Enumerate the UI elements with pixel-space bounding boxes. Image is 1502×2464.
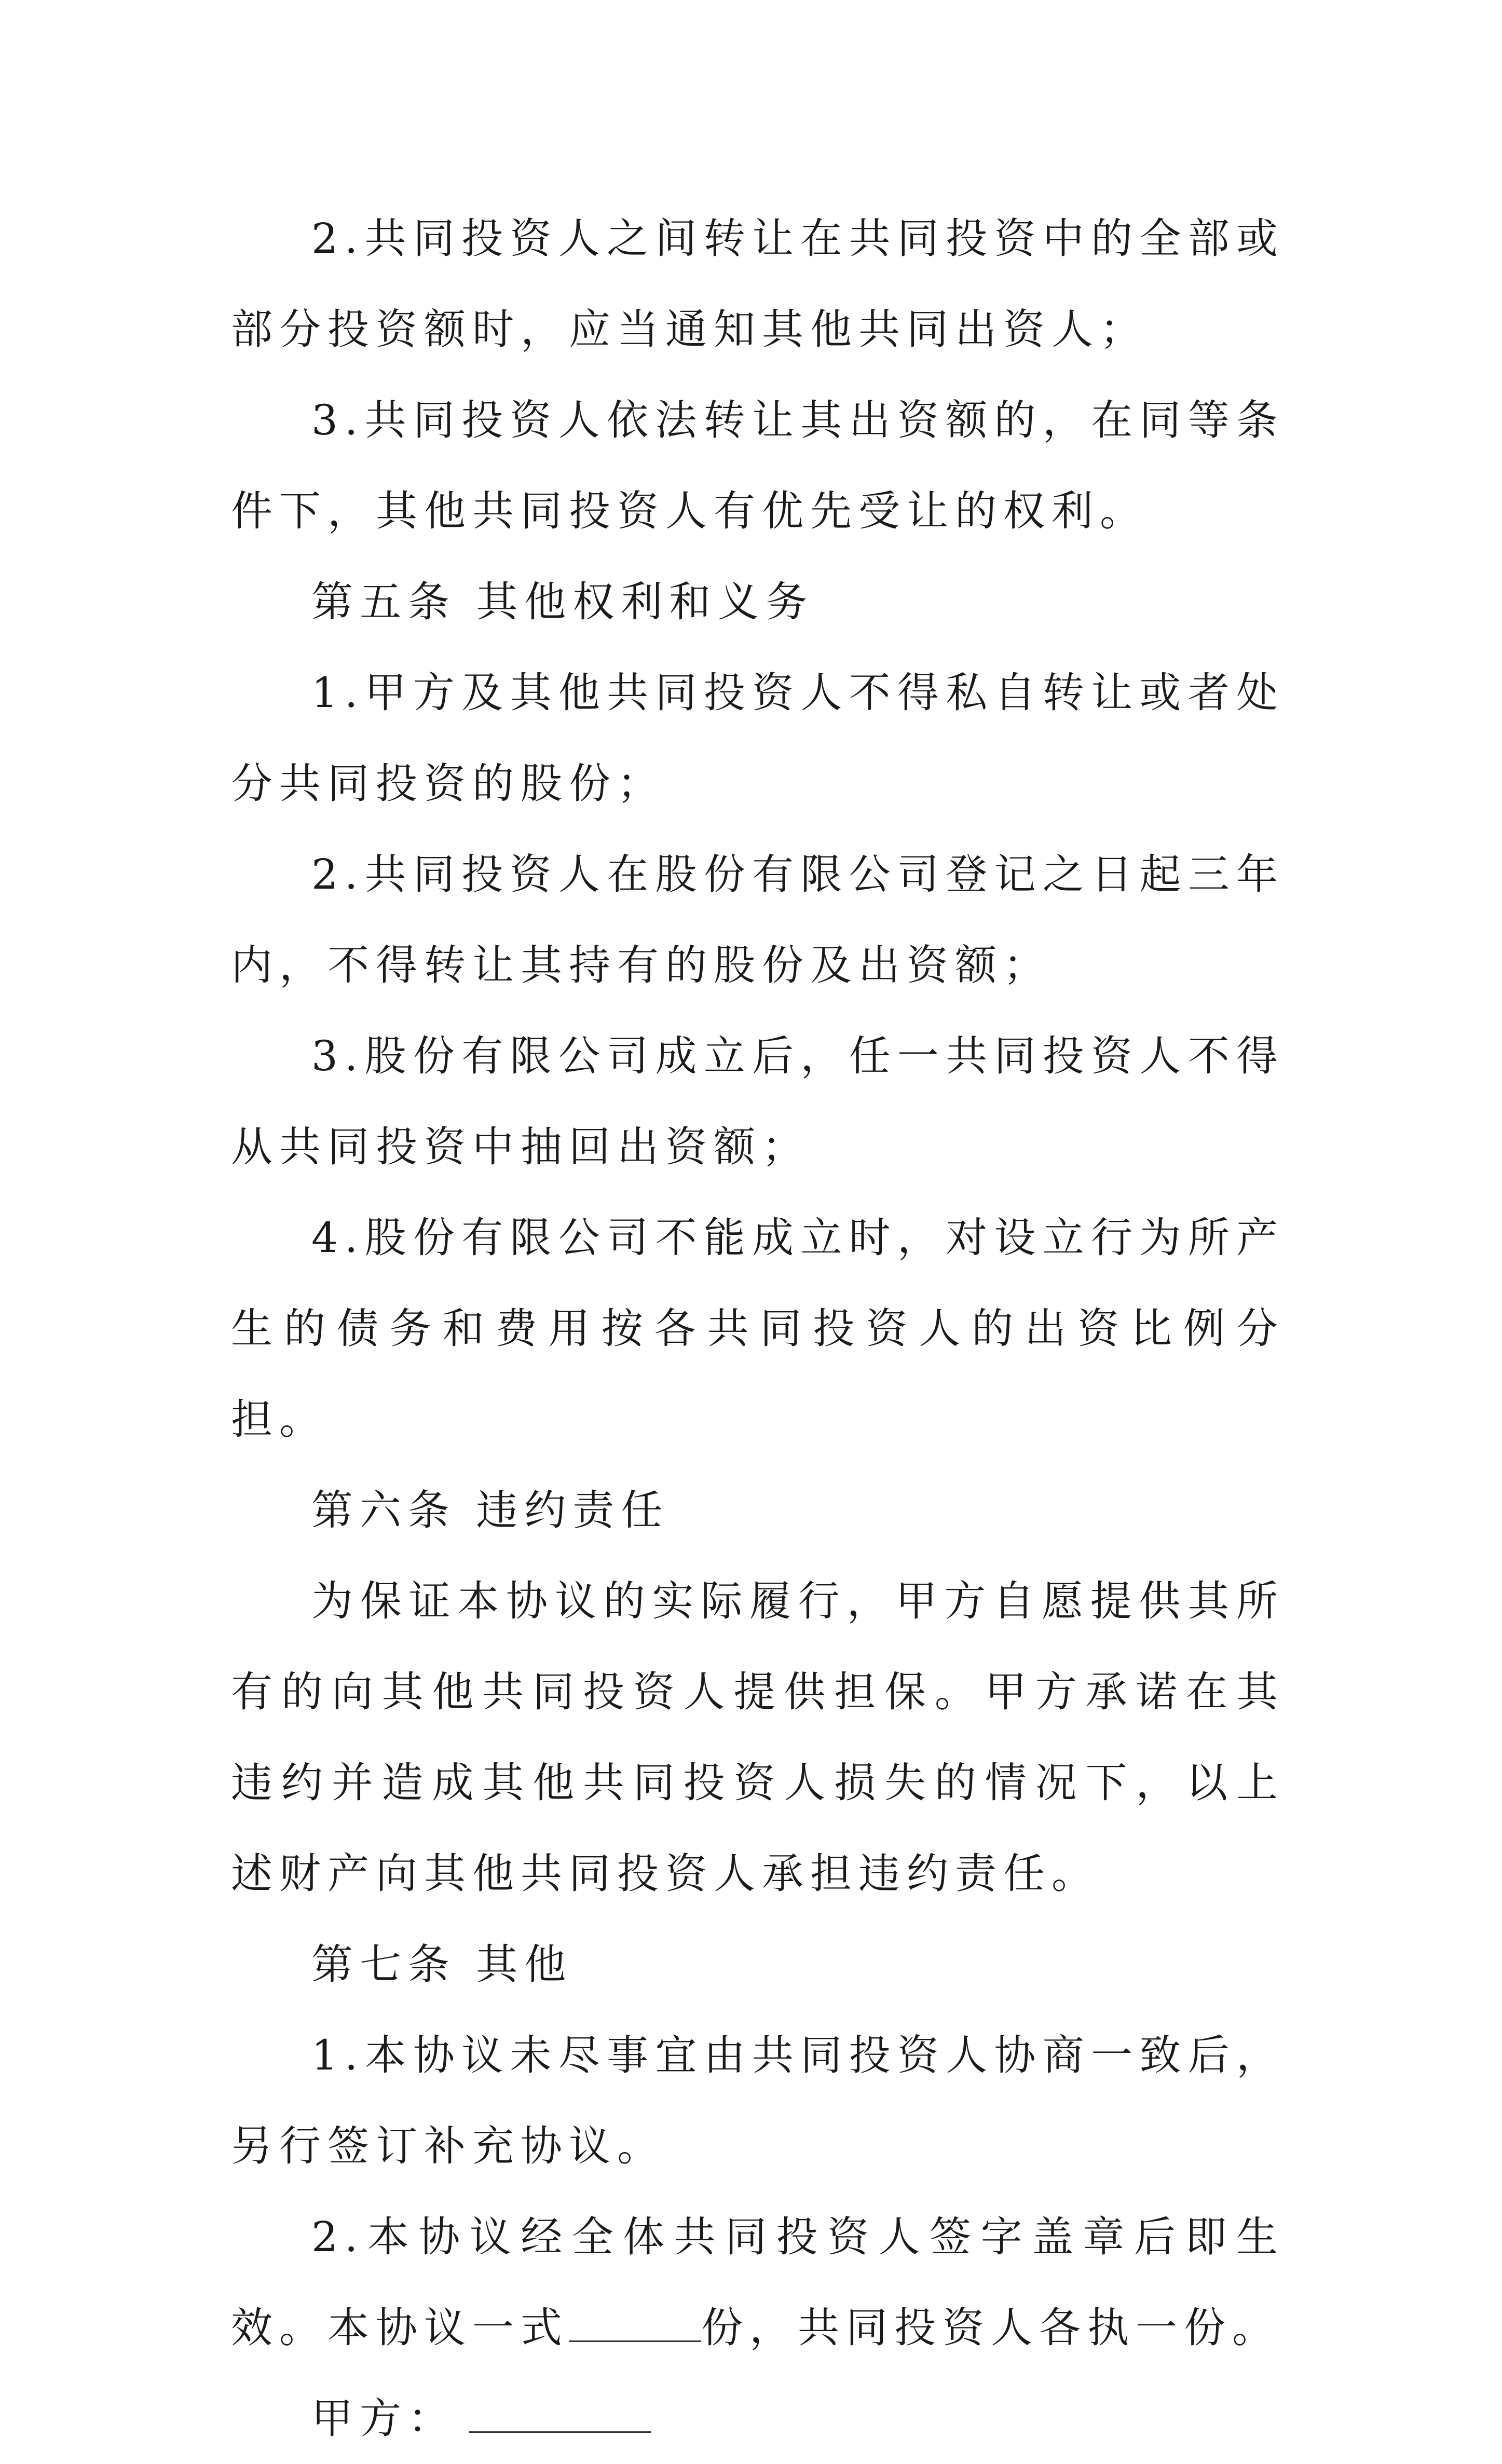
clause-7-item-2-text-end: 份，共同投资人各执一份。: [701, 2304, 1280, 2352]
copies-blank-line: [569, 2309, 701, 2342]
clause-5-item-4: 4.股份有限公司不能成立时，对设立行为所产生的债务和费用按各共同投资人的出资比例分担。: [231, 1214, 1285, 1444]
clause-5-item-2: 2.共同投资人在股份有限公司登记之日起三年内，不得转让其持有的股份及出资额；: [231, 850, 1285, 989]
clause-4-item-3: 3.共同投资人依法转让其出资额的，在同等条件下，其他共同投资人有优先受让的权利。: [231, 396, 1285, 535]
document-body: [231, 193, 1285, 2464]
clause-7-item-1: 1.本协议未尽事宜由共同投资人协商一致后，另行签订补充协议。: [231, 2031, 1285, 2170]
clause-7-heading: 第七条 其他: [311, 1940, 573, 1989]
party-a-blank-line: [469, 2400, 651, 2433]
clause-6-heading: 第六条 违约责任: [311, 1486, 670, 1534]
clause-7-item-2: [231, 2191, 1285, 2373]
clause-4-item-2: 2.共同投资人之间转让在共同投资中的全部或部分投资额时，应当通知其他共同出资人；: [231, 214, 1285, 353]
clause-5-item-3: 3.股份有限公司成立后，任一共同投资人不得从共同投资中抽回出资额；: [231, 1032, 1285, 1171]
clause-6-body: 为保证本协议的实际履行，甲方自愿提供其所有的向其他共同投资人提供担保。甲方承诺在其违约并造成其他共同投资人损失的情况下，以上述财产向其他共同投资人承担违约责任。: [231, 1577, 1285, 1898]
party-a-label: 甲方：: [311, 2394, 456, 2443]
party-a-signature-line: [231, 2373, 1285, 2464]
clause-5-heading: 第五条 其他权利和义务: [311, 578, 814, 626]
clause-5-item-1: 1.甲方及其他共同投资人不得私自转让或者处分共同投资的股份；: [231, 669, 1285, 808]
clause-7-item-2-text-start: 2.本协议经全体共同投资人签字盖章后即生效。本协议一式: [231, 2213, 1285, 2352]
